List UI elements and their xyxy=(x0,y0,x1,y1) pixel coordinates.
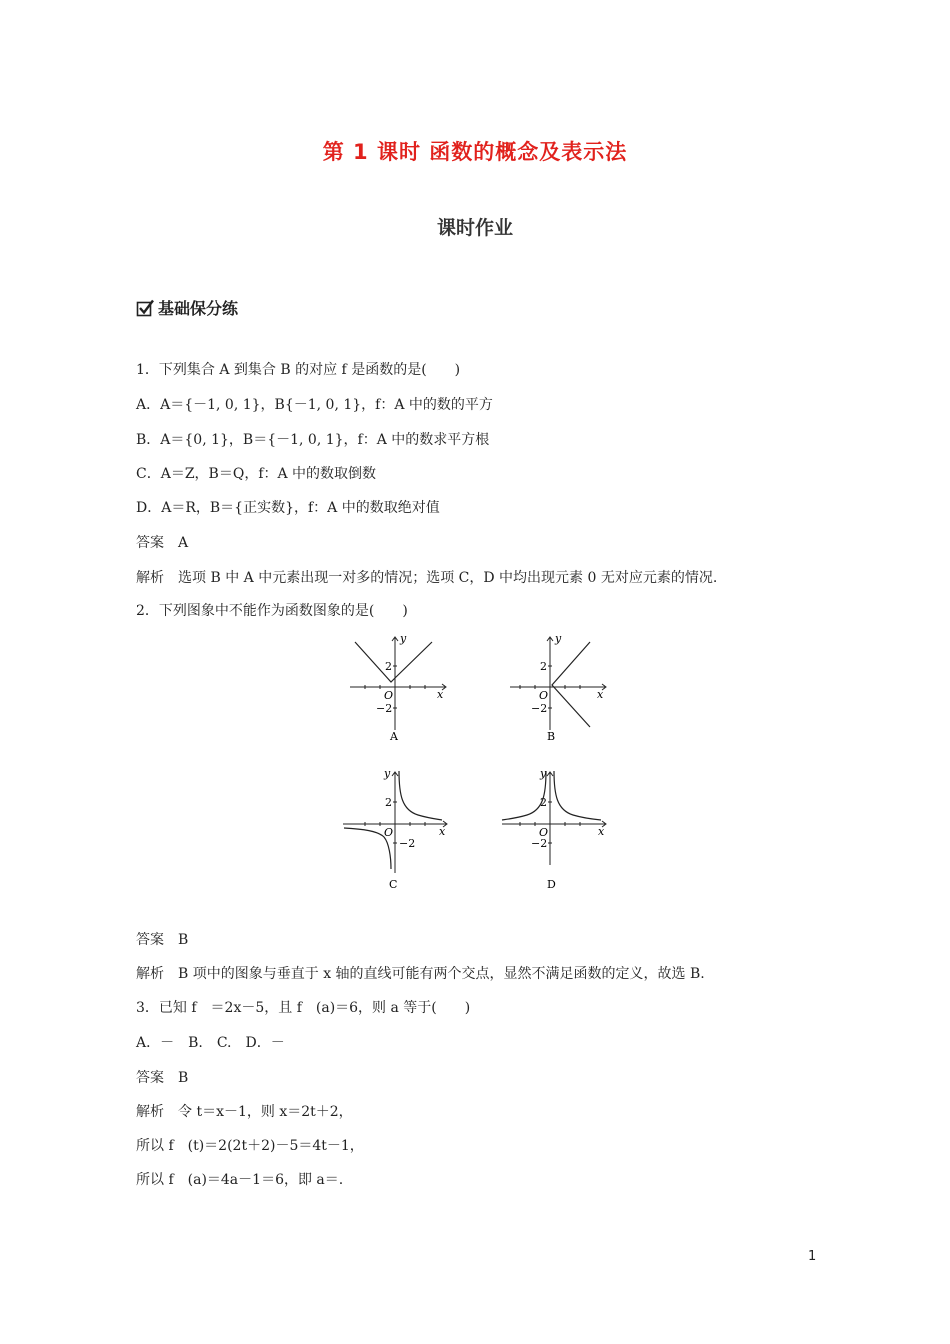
graph-d-tick-neg: −2 xyxy=(531,837,548,850)
page-subtitle: 课时作业 xyxy=(436,217,513,239)
graph-d xyxy=(497,765,612,890)
graph-a-origin: O xyxy=(384,689,394,702)
graph-b-label: B xyxy=(547,730,556,743)
q3-explanation-1: 解析 令 t＝x－1，则 x＝2t＋2， xyxy=(136,1104,353,1120)
q1-option-c: C．A＝Z，B＝Q，f：A 中的数取倒数 xyxy=(136,466,377,482)
q1-answer: 答案 A xyxy=(136,535,189,551)
graph-c-origin: O xyxy=(384,826,394,839)
graph-a-tick-pos: 2 xyxy=(385,660,392,673)
q3-explanation-2: 所以 f (t)＝2(2t＋2)－5＝4t－1， xyxy=(136,1138,364,1154)
graph-c-y-label: y xyxy=(384,767,391,780)
graph-b-origin: O xyxy=(539,689,549,702)
section-label: 基础保分练 xyxy=(158,299,239,318)
section-header xyxy=(136,296,238,319)
graph-a xyxy=(345,630,450,745)
graph-b-x-label: x xyxy=(597,688,604,701)
q3-stem: 3．已知 f ＝2x－5，且 f (a)＝6，则 a 等于( ) xyxy=(136,1000,471,1016)
q1-stem: 1．下列集合 A 到集合 B 的对应 f 是函数的是( ) xyxy=(136,362,461,378)
graph-c-label: C xyxy=(389,878,398,890)
q2-stem: 2．下列图象中不能作为函数图象的是( ) xyxy=(136,603,408,619)
q3-explanation-3: 所以 f (a)＝4a－1＝6，即 a＝. xyxy=(136,1172,344,1188)
graph-a-y-label: y xyxy=(400,632,407,645)
q2-explanation: 解析 B 项中的图象与垂直于 x 轴的直线可能有两个交点，显然不满足函数的定义，故选 B. xyxy=(136,966,705,982)
graph-a-tick-neg: −2 xyxy=(376,702,393,715)
graph-d-x-label: x xyxy=(598,825,605,838)
graph-d-label: D xyxy=(547,878,556,890)
graph-c-tick-neg: −2 xyxy=(399,837,416,850)
graph-d-origin: O xyxy=(539,826,549,839)
graph-b-tick-neg: −2 xyxy=(531,702,548,715)
graph-a-label: A xyxy=(390,730,398,743)
q1-option-d: D．A＝R，B＝{正实数}，f：A 中的数取绝对值 xyxy=(136,500,440,516)
graph-a-x-label: x xyxy=(437,688,444,701)
q3-options: A．－ B. C. D．－ xyxy=(136,1035,285,1051)
graph-b-y-label: y xyxy=(555,632,562,645)
q1-option-b: B．A＝{0, 1}，B＝{－1, 0, 1}，f：A 中的数求平方根 xyxy=(136,432,490,448)
q1-explanation: 解析 选项 B 中 A 中元素出现一对多的情况；选项 C，D 中均出现元素 0 无对应元素的情况. xyxy=(136,570,718,586)
q3-answer: 答案 B xyxy=(136,1070,189,1086)
graph-b-tick-pos: 2 xyxy=(540,660,547,673)
graph-d-tick-pos: 2 xyxy=(540,796,547,809)
graph-c-x-label: x xyxy=(439,825,446,838)
q1-option-a: A．A＝{－1, 0, 1}，B{－1, 0, 1}，f：A 中的数的平方 xyxy=(136,397,493,413)
graph-c xyxy=(338,765,453,890)
page-title: 第 1 课时 函数的概念及表示法 xyxy=(322,140,628,164)
graph-d-y-label: y xyxy=(540,767,547,780)
q2-answer: 答案 B xyxy=(136,932,189,948)
page-number: 1 xyxy=(808,1249,817,1264)
checkbox-icon xyxy=(136,299,154,317)
graph-c-tick-pos: 2 xyxy=(385,796,392,809)
graph-b xyxy=(505,630,610,745)
